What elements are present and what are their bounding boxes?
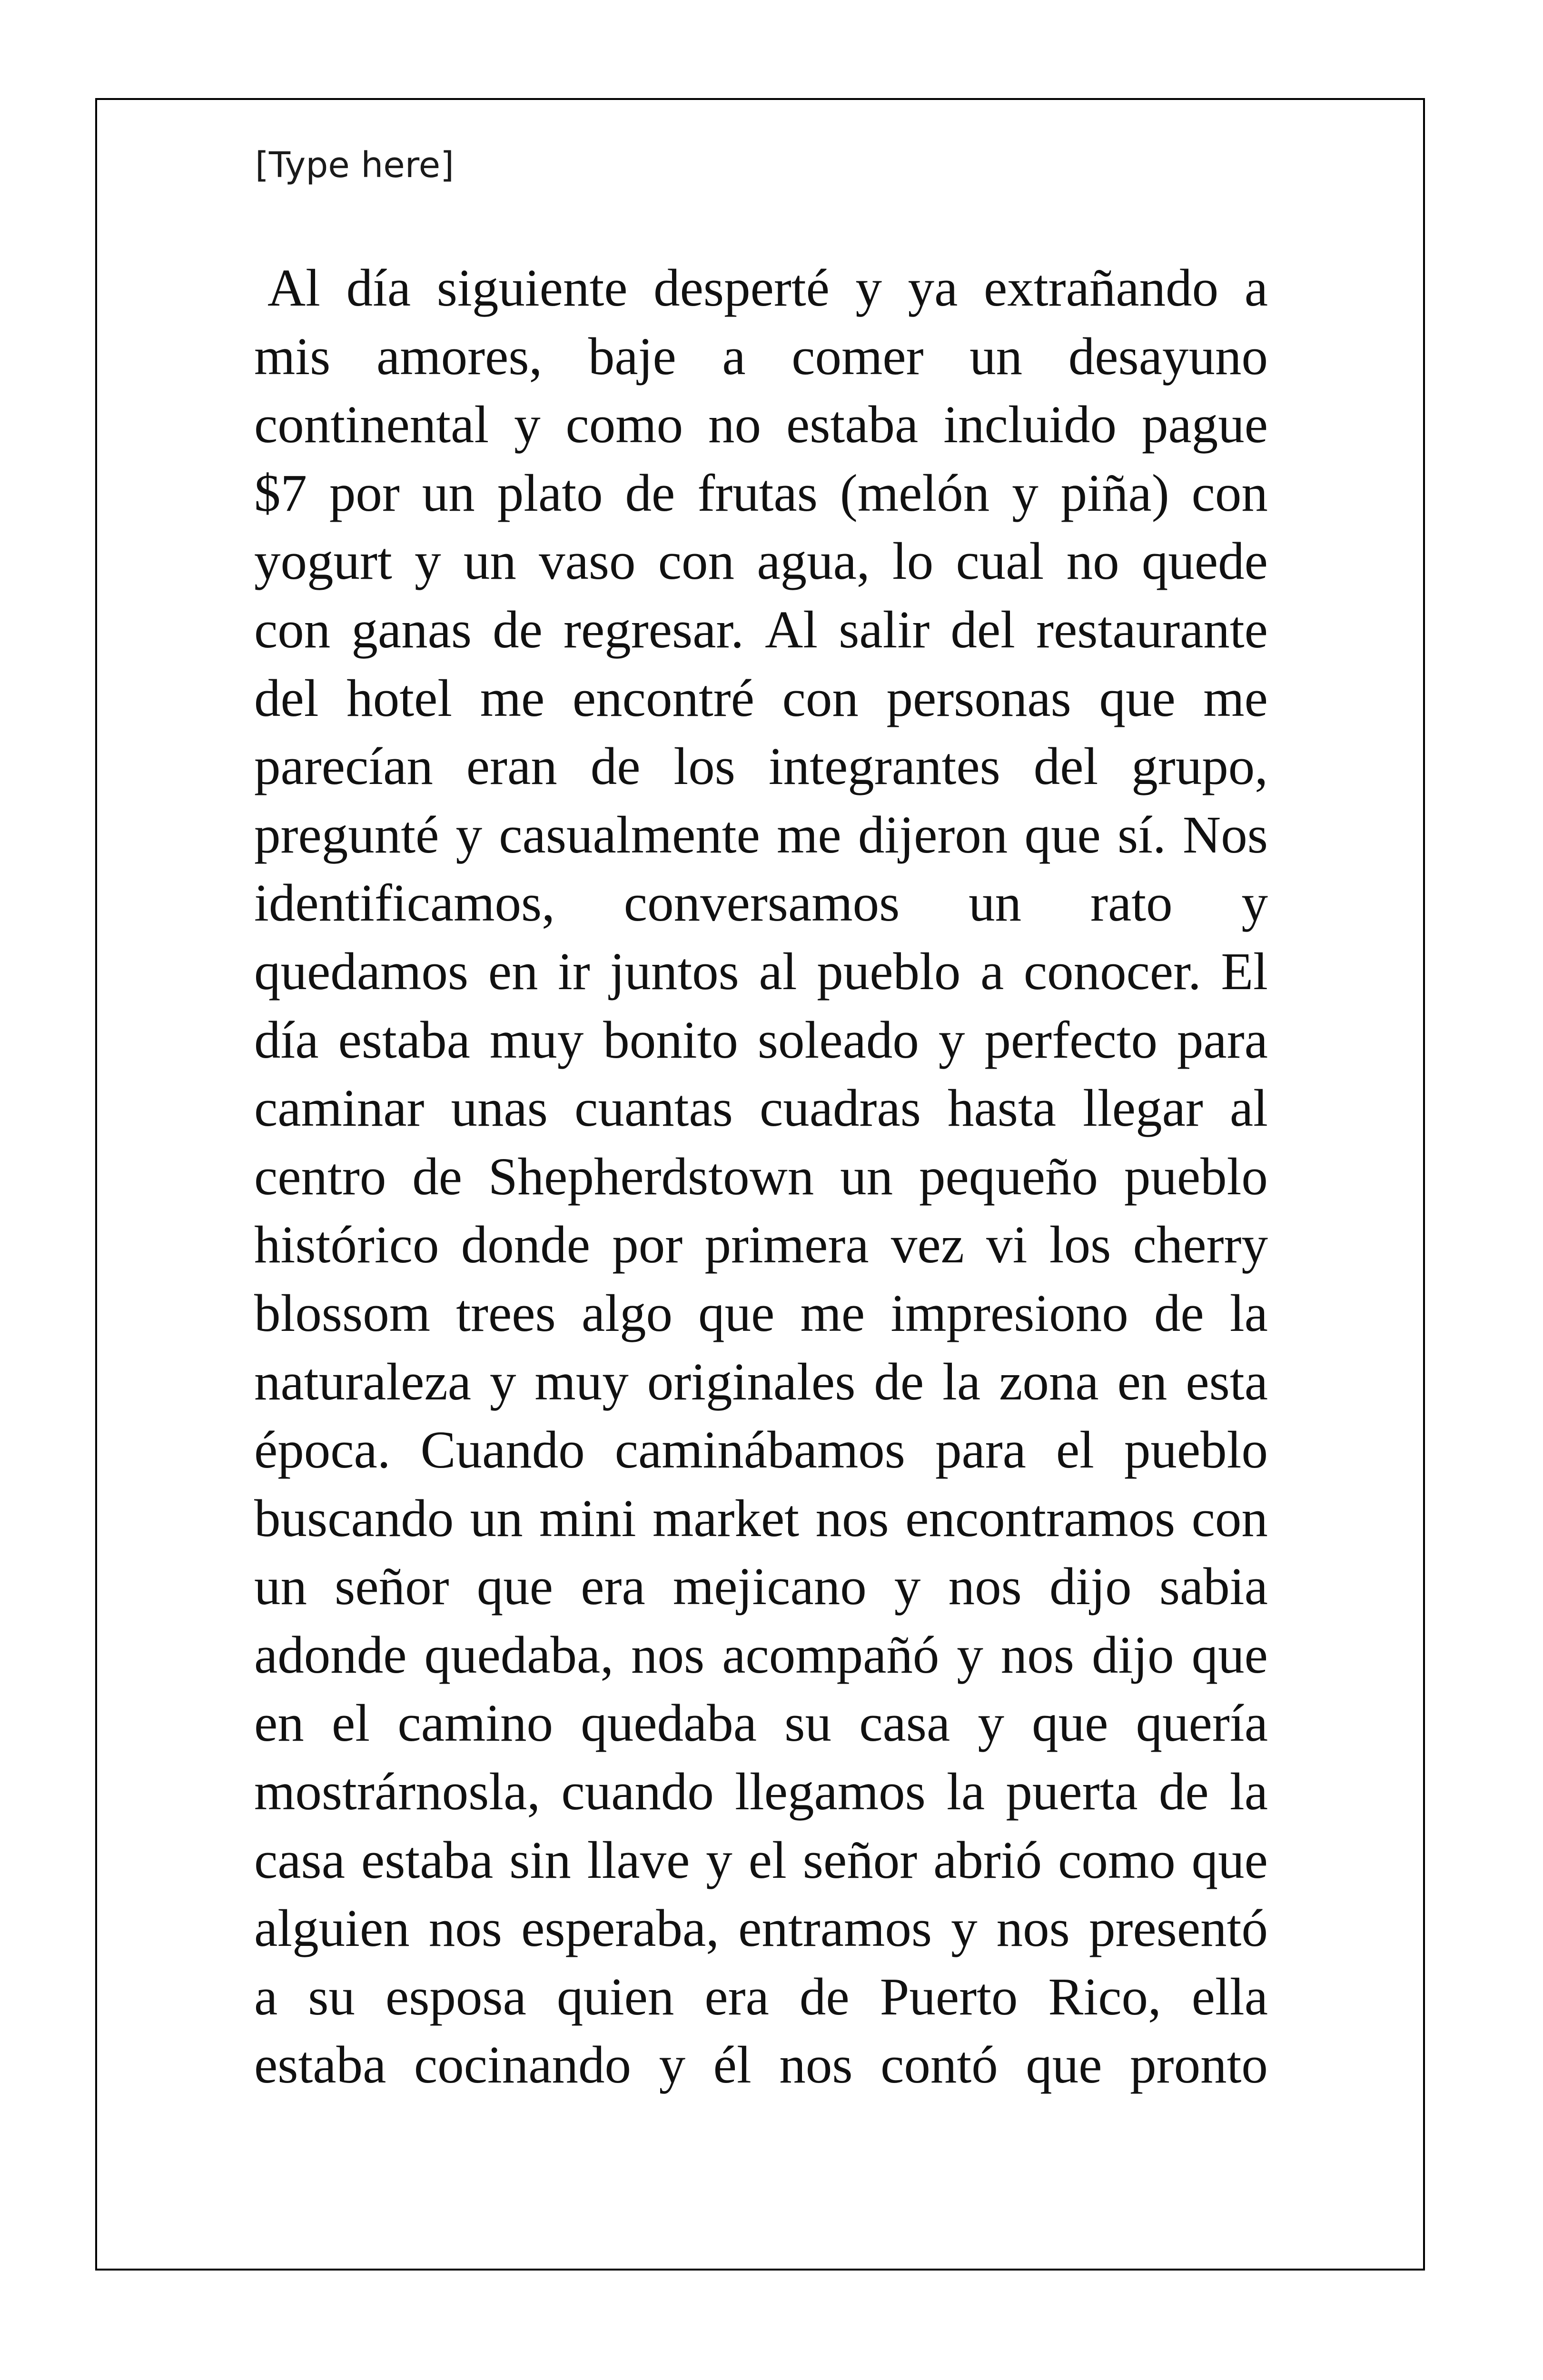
paragraph-line: con ganas de regresar. Al salir del restaurante (254, 600, 1268, 659)
paragraph-line: mis amores, baje a comer un desayuno (254, 327, 1268, 386)
paragraph-line: yogurt y un vaso con agua, lo cual no quede (254, 532, 1268, 591)
paragraph-line: parecían eran de los integrantes del grupo, (254, 737, 1268, 796)
paragraph-line: caminar unas cuantas cuadras hasta llegar al (254, 1079, 1268, 1138)
paragraph-line: continental y como no estaba incluido pague (254, 396, 1268, 455)
paragraph-line: histórico donde por primera vez vi los cherry (254, 1216, 1268, 1275)
paragraph-line: un señor que era mejicano y nos dijo sabia (254, 1557, 1268, 1616)
paragraph-line: época. Cuando caminábamos para el pueblo (254, 1421, 1268, 1480)
paragraph-line: alguien nos esperaba, entramos y nos presentó (254, 1899, 1268, 1958)
paragraph-line: Al día siguiente desperté y ya extrañando a (267, 259, 1268, 317)
paragraph-line: estaba cocinando y él nos contó que pronto (254, 2036, 1268, 2095)
paragraph-line: adonde quedaba, nos acompañó y nos dijo que (254, 1626, 1268, 1685)
body-paragraph (254, 254, 1268, 2100)
paragraph-line: blossom trees algo que me impresiono de la (254, 1284, 1268, 1343)
paragraph-line: centro de Shepherdstown un pequeño pueblo (254, 1147, 1268, 1206)
paragraph-line: en el camino quedaba su casa y que quería (254, 1694, 1268, 1753)
paragraph-line: día estaba muy bonito soleado y perfecto para (254, 1011, 1268, 1070)
paragraph-line: a su esposa quien era de Puerto Rico, ella (254, 1967, 1268, 2026)
header-placeholder[interactable]: [Type here] (255, 145, 454, 186)
paragraph-line: $7 por un plato de frutas (melón y piña) con (254, 464, 1268, 523)
paragraph-line: casa estaba sin llave y el señor abrió como que (254, 1831, 1268, 1890)
paragraph-line: buscando un mini market nos encontramos con (254, 1489, 1268, 1548)
paragraph-line: quedamos en ir juntos al pueblo a conocer. El (254, 942, 1268, 1001)
paragraph-line: identificamos, conversamos un rato y (254, 874, 1268, 933)
paragraph-line: del hotel me encontré con personas que me (254, 669, 1268, 728)
paragraph-line: naturaleza y muy originales de la zona en esta (254, 1352, 1268, 1411)
paragraph-line: mostrárnosla, cuando llegamos la puerta de la (254, 1763, 1268, 1822)
paragraph-line: pregunté y casualmente me dijeron que sí. Nos (254, 805, 1268, 864)
